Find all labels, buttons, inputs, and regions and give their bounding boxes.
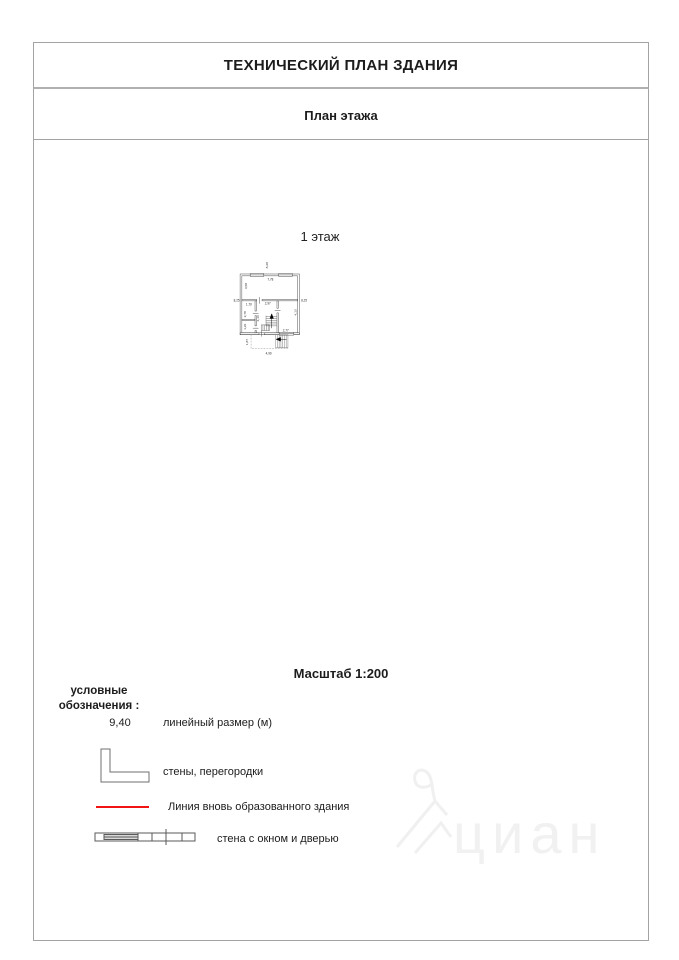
dim-room-small-height: 1,22 xyxy=(242,323,247,330)
interior-wall xyxy=(277,301,278,308)
dim-hall-width: 2,97 xyxy=(264,301,271,306)
porch-dashed-outline xyxy=(251,335,288,349)
wall-corner-icon xyxy=(100,748,152,783)
outer-wall-bottom xyxy=(240,333,259,335)
floor-label: 1 этаж xyxy=(300,229,340,244)
legend-redline-label: Линия вновь образованного здания xyxy=(168,801,350,813)
legend-dimension-sample: 9,40 xyxy=(109,717,131,729)
legend-walls-label: стены, перегородки xyxy=(163,766,264,778)
document-title: ТЕХНИЧЕСКИЙ ПЛАН ЗДАНИЯ xyxy=(33,42,649,89)
legend-dimension-label: линейный размер (м) xyxy=(163,717,272,729)
legend-wall-window-door-label: стена с окном и дверью xyxy=(217,833,339,845)
legend-heading-line2: обозначения : xyxy=(58,699,140,712)
dim-top-room-width: 7,78 xyxy=(267,277,274,282)
watermark-text: циан xyxy=(453,802,607,865)
stair-left-arrow-icon xyxy=(276,337,287,341)
interior-wall xyxy=(242,319,255,320)
dim-overall-top: 8,28 xyxy=(264,262,269,269)
wall-with-window-and-door-icon xyxy=(94,828,198,846)
dim-porch-depth: 1,87 xyxy=(245,338,249,346)
dim-room-left-height: 2,78 xyxy=(242,311,247,318)
dim-room-right-height: 4,10 xyxy=(293,309,298,316)
staircase-interior xyxy=(261,316,277,331)
interior-wall xyxy=(255,301,256,311)
document-subtitle: План этажа xyxy=(33,91,649,140)
staircase-exterior xyxy=(276,335,288,348)
interior-wall xyxy=(262,299,298,300)
dim-overall-left: 8,25 xyxy=(233,298,240,303)
legend-heading-line1: условные xyxy=(70,685,128,697)
dim-hall-height: 4,10 xyxy=(256,315,260,322)
dim-top-room-height: 3,58 xyxy=(244,282,249,290)
legend-heading xyxy=(40,684,158,714)
red-line-icon xyxy=(96,806,149,808)
floorplan-drawing xyxy=(230,255,410,475)
dim-overall-right: 8,25 xyxy=(301,298,308,303)
dim-porch-width: 4,90 xyxy=(265,351,272,356)
interior-wall xyxy=(255,330,256,332)
scale-label: Масштаб 1:200 xyxy=(293,666,389,681)
interior-wall xyxy=(242,299,257,300)
dim-room-left-width: 1,70 xyxy=(245,302,252,307)
porch-group xyxy=(251,335,288,349)
dim-window-width: 2,77 xyxy=(282,328,289,333)
interior-wall xyxy=(277,313,278,333)
